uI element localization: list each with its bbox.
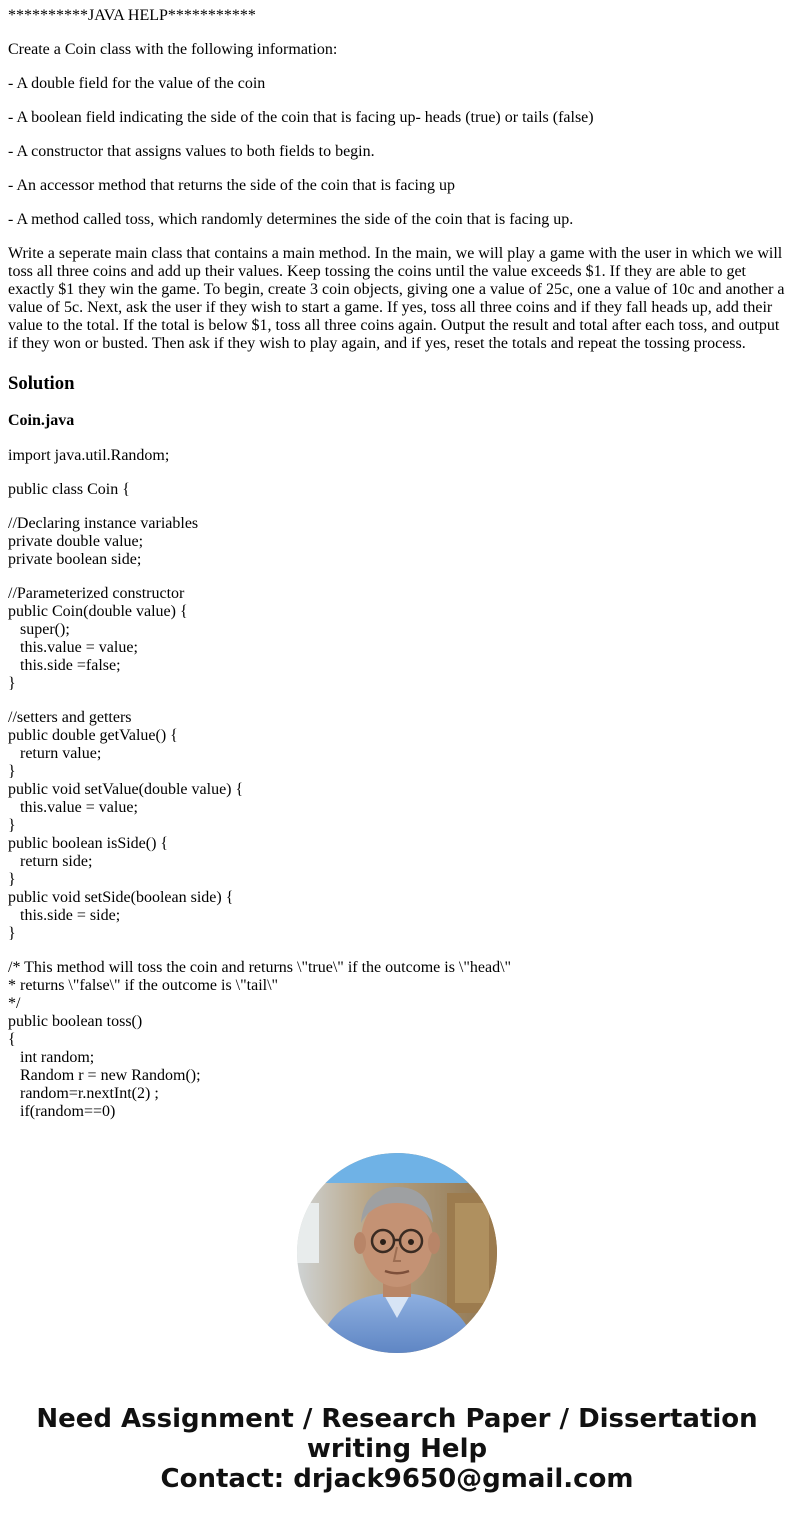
code-line: } — [8, 871, 16, 888]
requirement-item: - A boolean field indicating the side of the coin that is facing up- heads (true) or tails (false) — [8, 109, 594, 126]
code-line: } — [8, 817, 16, 834]
question-description: Write a seperate main class that contains a main method. In the main, we will play a game with the user in which we will toss all three coins and add up their values. Keep tossing the coins until the value exceeds $1. If they are able to get exactly $1 they win the game. To begin, create 3 coin objects, giving one a value of 25c, one a value of 10c and another a value of 5c. Next, ask the user if they wish to start a game. If yes, toss all three coins and if they fall heads up, add their value to the total. If the total is below $1, toss all three coins again. Output the result and total after each toss, and output if they won or busted. Then ask if they wish to play again, and if yes, reset the totals and repeat the tossing process. — [8, 245, 785, 352]
code-line: } — [8, 675, 16, 692]
question-intro: Create a Coin class with the following information: — [8, 41, 338, 58]
code-line: this.side =false; — [8, 657, 121, 674]
code-line: //Declaring instance variables — [8, 515, 199, 532]
code-line: public class Coin { — [8, 481, 130, 498]
code-line: int random; — [8, 1049, 95, 1066]
document-body — [8, 0, 786, 1121]
code-toss-method — [8, 959, 786, 1121]
code-line: super(); — [8, 621, 70, 638]
promo-contact: Contact: drjack9650@gmail.com — [160, 1464, 634, 1494]
requirement-item: - An accessor method that returns the side of the coin that is facing up — [8, 177, 455, 194]
code-line: private boolean side; — [8, 551, 142, 568]
code-line: } — [8, 763, 16, 780]
code-filename: Coin.java — [8, 412, 75, 429]
code-line: public void setSide(boolean side) { — [8, 889, 234, 906]
promo-banner — [0, 1404, 794, 1494]
code-line: this.value = value; — [8, 799, 138, 816]
solution-heading: Solution — [8, 373, 75, 394]
code-line: private double value; — [8, 533, 144, 550]
code-line: public double getValue() { — [8, 727, 178, 744]
requirement-item: - A constructor that assigns values to both fields to begin. — [8, 143, 375, 160]
code-line: //setters and getters — [8, 709, 132, 726]
code-line: if(random==0) — [8, 1103, 116, 1120]
question-title: **********JAVA HELP*********** — [8, 7, 256, 24]
code-class-declaration — [8, 481, 786, 499]
code-accessors — [8, 709, 786, 943]
code-line: } — [8, 925, 16, 942]
code-constructor — [8, 585, 786, 693]
promo-line: Need Assignment / Research Paper / Dissertation — [36, 1404, 758, 1434]
code-line: { — [8, 1031, 16, 1048]
code-line: * returns \"false\" if the outcome is \"tail\" — [8, 977, 279, 994]
requirement-item: - A double field for the value of the coin — [8, 75, 266, 92]
code-line: random=r.nextInt(2) ; — [8, 1085, 159, 1102]
code-import — [8, 447, 786, 465]
code-line: //Parameterized constructor — [8, 585, 185, 602]
code-line: import java.util.Random; — [8, 447, 170, 464]
code-line: this.side = side; — [8, 907, 121, 924]
author-avatar — [297, 1153, 497, 1353]
code-line: */ — [8, 995, 21, 1012]
code-line: public Coin(double value) { — [8, 603, 188, 620]
code-line: this.value = value; — [8, 639, 138, 656]
promo-line: writing Help — [306, 1434, 488, 1464]
code-fields — [8, 515, 786, 569]
requirement-item: - A method called toss, which randomly determines the side of the coin that is facing up. — [8, 211, 574, 228]
code-line: public boolean toss() — [8, 1013, 143, 1030]
code-line: public void setValue(double value) { — [8, 781, 244, 798]
code-line: return side; — [8, 853, 93, 870]
code-line: Random r = new Random(); — [8, 1067, 201, 1084]
author-photo-icon — [297, 1153, 497, 1353]
code-line: /* This method will toss the coin and returns \"true\" if the outcome is \"head\" — [8, 959, 512, 976]
code-line: public boolean isSide() { — [8, 835, 169, 852]
code-line: return value; — [8, 745, 102, 762]
